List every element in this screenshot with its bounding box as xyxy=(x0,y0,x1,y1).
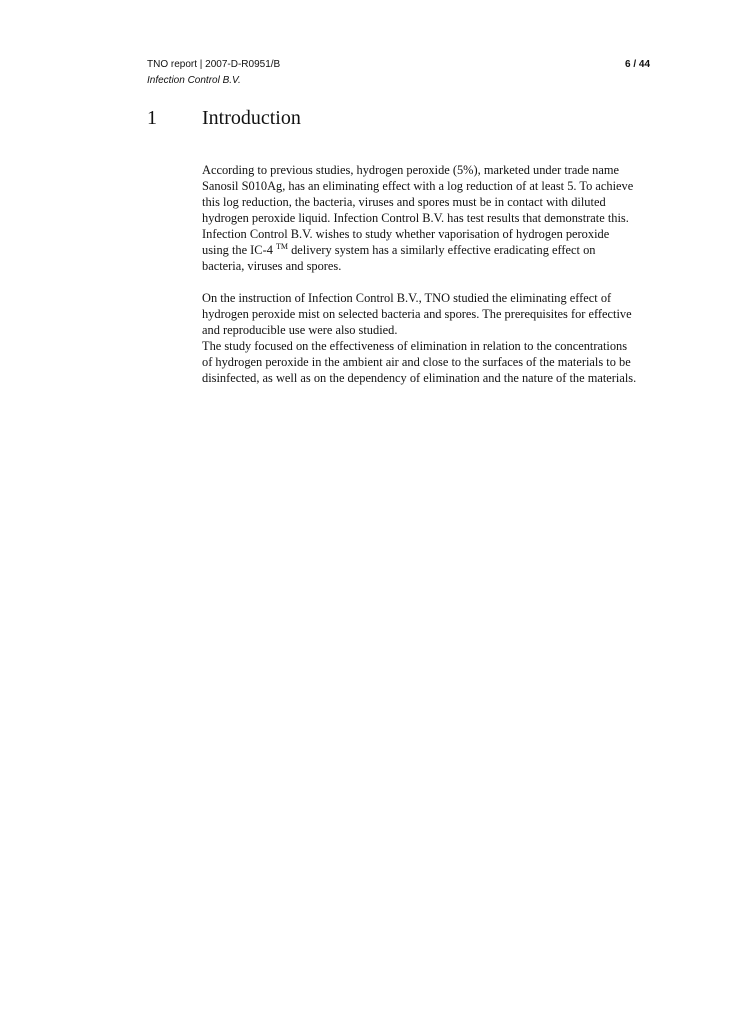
text-segment: delivery system has a similarly effective eradicating effect on xyxy=(288,243,596,257)
text-line: disinfected, as well as on the dependency of elimination and the nature of the materials. xyxy=(202,371,637,385)
paragraph-intro xyxy=(202,162,633,274)
text-line: this log reduction, the bacteria, viruses and spores must be in contact with diluted xyxy=(202,195,606,209)
trademark-symbol: TM xyxy=(276,242,288,251)
report-number: TNO report | 2007-D-R0951/B xyxy=(147,59,281,70)
client-name: Infection Control B.V. xyxy=(147,75,241,86)
text-line: and reproducible use were also studied. xyxy=(202,323,398,337)
text-line: of hydrogen peroxide in the ambient air and close to the surfaces of the materials to be xyxy=(202,355,631,369)
text-line: Infection Control B.V. wishes to study whether vaporisation of hydrogen peroxide xyxy=(202,227,610,241)
text-line: The study focused on the effectiveness of elimination in relation to the concentrations xyxy=(202,339,628,353)
paragraph-study xyxy=(202,290,636,386)
text-line: According to previous studies, hydrogen peroxide (5%), marketed under trade name xyxy=(202,163,620,177)
page-number: 6 / 44 xyxy=(625,59,651,70)
text-line xyxy=(202,242,633,258)
text-line: hydrogen peroxide liquid. Infection Control B.V. has test results that demonstrate this. xyxy=(202,211,629,225)
text-line: Sanosil S010Ag, has an eliminating effect with a log reduction of at least 5. To achieve xyxy=(202,179,634,193)
text-line: On the instruction of Infection Control B.V., TNO studied the eliminating effect of xyxy=(202,291,612,305)
chapter-number: 1 xyxy=(147,107,157,129)
text-line: hydrogen peroxide mist on selected bacteria and spores. The prerequisites for effective xyxy=(202,307,632,321)
text-segment: using the IC-4 xyxy=(202,243,276,257)
chapter-title: Introduction xyxy=(202,107,301,129)
text-line: bacteria, viruses and spores. xyxy=(202,259,342,273)
